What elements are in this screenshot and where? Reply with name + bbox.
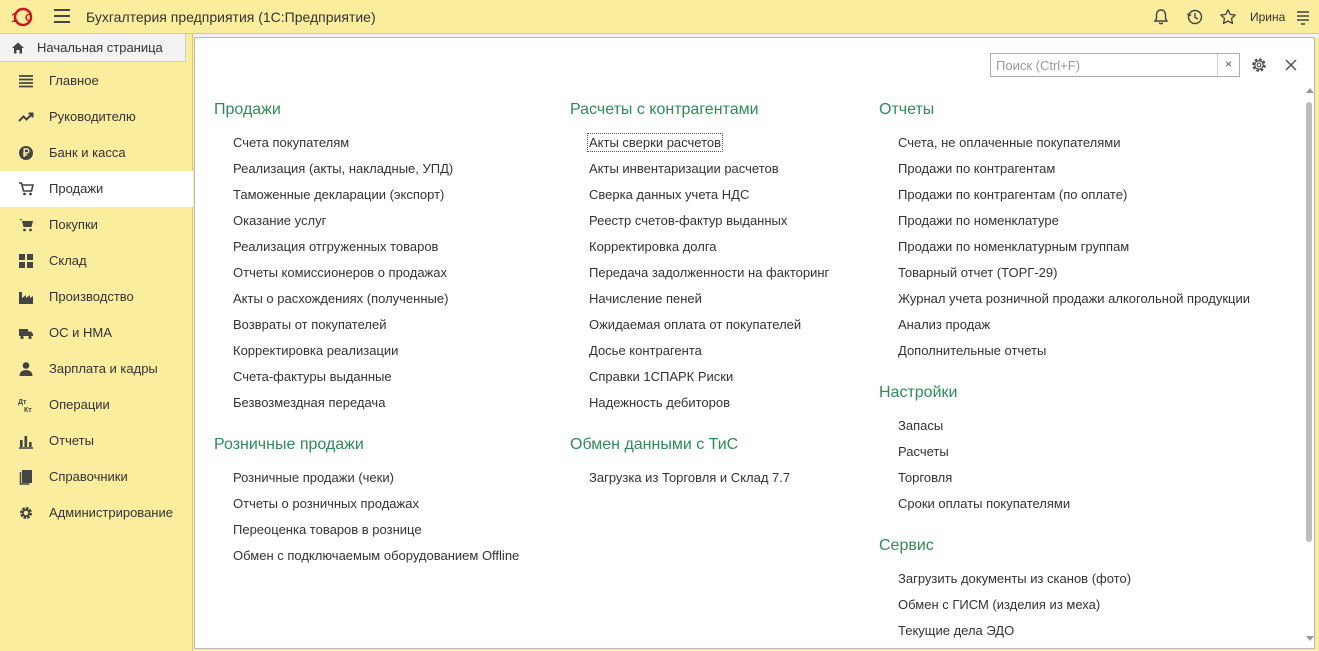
link-item[interactable]: Расчеты: [898, 444, 949, 459]
scrollbar-thumb[interactable]: [1306, 102, 1312, 542]
link-item[interactable]: Продажи по контрагентам (по оплате): [898, 187, 1128, 202]
link-item[interactable]: Досье контрагента: [589, 343, 702, 358]
link-item[interactable]: Ожидаемая оплата от покупателей: [589, 317, 802, 332]
link-item[interactable]: Сроки оплаты покупателями: [898, 496, 1071, 511]
sidebar-item-warehouse[interactable]: [0, 243, 193, 279]
sidebar-item-label: ОС и НМА: [49, 325, 112, 340]
link-item[interactable]: Продажи по номенклатуре: [898, 213, 1059, 228]
sidebar-item-main[interactable]: [0, 63, 193, 99]
sidebar-item-reports[interactable]: [0, 423, 193, 459]
link-item[interactable]: Запасы: [898, 418, 944, 433]
link-item[interactable]: Реализация (акты, накладные, УПД): [233, 161, 454, 176]
link-item[interactable]: Журнал учета розничной продажи алкогольной продукции: [898, 291, 1251, 306]
sidebar-item-manager[interactable]: [0, 99, 193, 135]
link-item[interactable]: Переоценка товаров в рознице: [233, 522, 422, 537]
sidebar-item-label: Операции: [49, 397, 110, 412]
link-item[interactable]: Надежность дебиторов: [589, 395, 731, 410]
main-menu-icon[interactable]: [54, 9, 70, 23]
link-item[interactable]: Справки 1СПАРК Риски: [589, 369, 734, 384]
svg-text:С: С: [25, 13, 33, 24]
link-item[interactable]: Загрузка из Торговля и Склад 7.7: [589, 470, 791, 485]
settings-menu-icon[interactable]: [1293, 7, 1313, 27]
history-icon[interactable]: [1185, 7, 1205, 27]
svg-text:Кт: Кт: [24, 407, 32, 413]
book-icon: [18, 469, 34, 485]
section-title-retail: Розничные продажи: [214, 436, 364, 453]
sidebar: [0, 34, 193, 651]
sidebar-item-catalogs[interactable]: [0, 459, 193, 495]
sidebar-item-label: Производство: [49, 289, 134, 304]
section-title-service: Сервис: [879, 537, 934, 554]
link-item[interactable]: Оказание услуг: [233, 213, 327, 228]
sidebar-item-label: Покупки: [49, 217, 98, 232]
link-item[interactable]: Безвозмездная передача: [233, 395, 386, 410]
sidebar-item-operations[interactable]: [0, 387, 193, 423]
home-icon: [11, 41, 25, 55]
app-title: Бухгалтерия предприятия (1С:Предприятие): [86, 9, 376, 25]
scroll-up-icon[interactable]: [1306, 88, 1314, 93]
link-item[interactable]: Счета покупателям: [233, 135, 350, 150]
link-item[interactable]: Отчеты комиссионеров о продажах: [233, 265, 447, 280]
section-title-settings: Настройки: [879, 384, 958, 401]
link-item[interactable]: Таможенные декларации (экспорт): [233, 187, 445, 202]
link-item[interactable]: Загрузить документы из сканов (фото): [898, 571, 1132, 586]
link-item[interactable]: Анализ продаж: [898, 317, 991, 332]
close-icon[interactable]: [1284, 58, 1298, 72]
factory-icon: [18, 289, 34, 305]
sidebar-item-label: Администрирование: [49, 505, 173, 520]
link-item[interactable]: Акты сверки расчетов: [589, 135, 722, 150]
star-icon[interactable]: [1218, 7, 1238, 27]
sidebar-item-label: Зарплата и кадры: [49, 361, 158, 376]
svg-text:1: 1: [11, 10, 19, 25]
scroll-down-icon[interactable]: [1306, 636, 1314, 641]
link-item[interactable]: Торговля: [898, 470, 953, 485]
link-item[interactable]: Отчеты о розничных продажах: [233, 496, 419, 511]
section-title-exchange: Обмен данными с ТиС: [570, 436, 739, 453]
person-icon: [18, 361, 34, 377]
sidebar-item-purchases[interactable]: [0, 207, 193, 243]
gear-icon: [18, 505, 34, 521]
panel-settings-icon[interactable]: [1250, 56, 1268, 74]
link-item[interactable]: Товарный отчет (ТОРГ-29): [898, 265, 1058, 280]
svg-text:Дт: Дт: [18, 399, 27, 406]
link-item[interactable]: Счета, не оплаченные покупателями: [898, 135, 1121, 150]
section-title-sales: Продажи: [214, 101, 281, 118]
link-item[interactable]: Корректировка долга: [589, 239, 717, 254]
sidebar-item-label: Склад: [49, 253, 87, 268]
link-item[interactable]: Текущие дела ЭДО: [898, 623, 1015, 638]
link-item[interactable]: Акты инвентаризации расчетов: [589, 161, 779, 176]
link-item[interactable]: Реестр счетов-фактур выданных: [589, 213, 788, 228]
link-item[interactable]: Корректировка реализации: [233, 343, 399, 358]
1c-logo-icon[interactable]: [8, 7, 40, 27]
user-name[interactable]: Ирина: [1250, 10, 1286, 24]
search-clear-button[interactable]: ×: [1217, 54, 1239, 76]
link-item[interactable]: Возвраты от покупателей: [233, 317, 387, 332]
link-item[interactable]: Акты о расхождениях (полученные): [233, 291, 449, 306]
search-input[interactable]: [991, 54, 1217, 76]
sidebar-item-label: Руководителю: [49, 109, 136, 124]
link-item[interactable]: Розничные продажи (чеки): [233, 470, 394, 485]
sidebar-item-label: Отчеты: [49, 433, 94, 448]
link-item[interactable]: Дополнительные отчеты: [898, 343, 1047, 358]
sidebar-item-sales[interactable]: [0, 171, 193, 207]
link-item[interactable]: Сверка данных учета НДС: [589, 187, 750, 202]
link-item[interactable]: Обмен с ГИСМ (изделия из меха): [898, 597, 1101, 612]
dtkt-icon: [18, 397, 34, 413]
sidebar-item-salary[interactable]: [0, 351, 193, 387]
sidebar-item-label: Банк и касса: [49, 145, 126, 160]
link-item[interactable]: Передача задолженности на факторинг: [589, 265, 830, 280]
cart-icon: [18, 181, 34, 197]
grid-icon: [18, 253, 34, 269]
ruble-icon: [18, 145, 34, 161]
link-item[interactable]: Продажи по контрагентам: [898, 161, 1056, 176]
sidebar-item-label: Продажи: [49, 181, 104, 196]
home-tab[interactable]: [0, 34, 186, 62]
link-item[interactable]: Продажи по номенклатурным группам: [898, 239, 1130, 254]
sidebar-item-bank[interactable]: [0, 135, 193, 171]
sidebar-item-label: Главное: [49, 73, 99, 88]
sidebar-item-label: Справочники: [49, 469, 128, 484]
bell-icon[interactable]: [1151, 7, 1171, 27]
link-item[interactable]: Счета-фактуры выданные: [233, 369, 392, 384]
sales-panel: [194, 37, 1315, 649]
list-icon: [18, 73, 34, 89]
sidebar-item-production[interactable]: [0, 279, 193, 315]
search-box: [990, 53, 1240, 77]
sidebar-item-admin[interactable]: [0, 495, 193, 531]
section-title-settlements: Расчеты с контрагентами: [570, 101, 759, 118]
basket-icon: [18, 217, 34, 233]
section-title-reports: Отчеты: [879, 101, 935, 118]
trend-icon: [18, 109, 34, 125]
bar-chart-icon: [18, 433, 34, 449]
sidebar-item-assets[interactable]: [0, 315, 193, 351]
top-bar: [0, 0, 1319, 34]
link-item[interactable]: Реализация отгруженных товаров: [233, 239, 439, 254]
link-item[interactable]: Обмен с подключаемым оборудованием Offline: [233, 548, 520, 563]
home-tab-label: Начальная страница: [37, 40, 163, 55]
link-item[interactable]: Начисление пеней: [589, 291, 702, 306]
truck-icon: [18, 325, 34, 341]
